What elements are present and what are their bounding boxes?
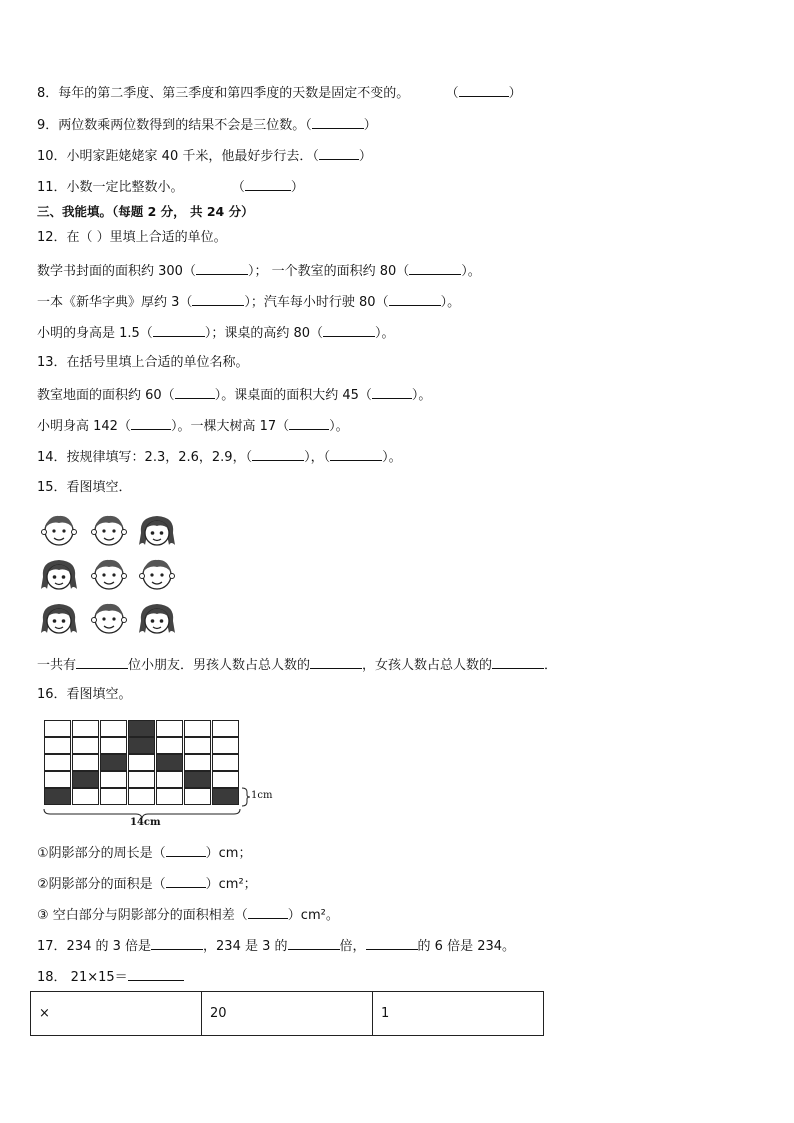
girl-face-icon xyxy=(41,560,77,589)
height-brace xyxy=(242,788,250,806)
section-3-title: 三、我能填。（每题 2 分， 共 24 分） xyxy=(37,204,254,219)
faces-svg xyxy=(37,509,187,641)
answer-blank-q15-2[interactable] xyxy=(310,655,362,669)
answer-blank-q18[interactable] xyxy=(128,967,184,981)
grid-annotations xyxy=(40,717,280,829)
question-14: 14．按规律填写：2.3，2.6，2.9，（ ），（ ）。 xyxy=(37,447,402,467)
boy-face-icon xyxy=(92,560,127,589)
answer-blank-q14-2[interactable] xyxy=(330,447,382,461)
question-12-line-2: 一本《新华字典》厚约 3（ ）；汽车每小时行驶 80（ ）。 xyxy=(37,292,460,312)
question-9: 9．两位数乘两位数得到的结果不会是三位数。（ ） xyxy=(37,115,377,135)
question-12-line-3: 小明的身高是 1.5（ ）；课桌的高约 80（ ）。 xyxy=(37,323,395,343)
question-11-text: 11．小数一定比整数小。 xyxy=(37,180,184,195)
answer-blank-q16-1[interactable] xyxy=(166,843,206,857)
answer-blank-q15-3[interactable] xyxy=(492,655,544,669)
question-12-title: 12．在（ ）里填上合适的单位。 xyxy=(37,230,227,245)
answer-blank-q12-1[interactable] xyxy=(196,261,248,275)
question-9-text: 9．两位数乘两位数得到的结果不会是三位数。 xyxy=(37,118,306,133)
boy-face-icon xyxy=(92,604,127,633)
question-17: 17．234 的 3 倍是 ，234 是 3 的 倍， 的 6 倍是 234。 xyxy=(37,936,515,956)
question-10-text: 10．小明家距姥姥家 40 千米，他最好步行去． xyxy=(37,149,313,164)
question-8: 8．每年的第二季度、第三季度和第四季度的天数是固定不变的。 （ ） xyxy=(37,83,522,103)
answer-blank-q13-3[interactable] xyxy=(131,416,171,430)
table-cell-1: 1 xyxy=(373,992,544,1036)
question-15-answer-line: 一共有 位小朋友．男孩人数占总人数的 ，女孩人数占总人数的 ． xyxy=(37,655,557,675)
table-row xyxy=(31,992,544,1036)
question-13-line-2: 小明身高 142（ ）。一棵大树高 17（ ）。 xyxy=(37,416,349,436)
label-14cm: 14cm xyxy=(130,817,161,828)
question-18: 18． 21×15＝ xyxy=(37,967,184,987)
answer-blank-q13-4[interactable] xyxy=(289,416,329,430)
girl-face-icon xyxy=(139,516,175,545)
boy-face-icon xyxy=(140,560,175,589)
question-16-part-3: ③ 空白部分与阴影部分的面积相差（ ）cm²。 xyxy=(37,905,339,925)
answer-blank-q17-1[interactable] xyxy=(151,936,203,950)
answer-blank-q8[interactable] xyxy=(459,83,509,97)
answer-blank-q12-2[interactable] xyxy=(409,261,461,275)
question-10: 10．小明家距姥姥家 40 千米，他最好步行去．（ ） xyxy=(37,146,372,166)
answer-blank-q16-3[interactable] xyxy=(248,905,288,919)
question-11: 11．小数一定比整数小。 （ ） xyxy=(37,177,304,197)
answer-blank-q10[interactable] xyxy=(319,146,359,160)
answer-blank-q13-1[interactable] xyxy=(175,385,215,399)
question-15-title: 15．看图填空． xyxy=(37,480,132,495)
girl-face-icon xyxy=(139,604,175,633)
multiplication-table xyxy=(30,991,544,1036)
question-8-text: 8．每年的第二季度、第三季度和第四季度的天数是固定不变的。 xyxy=(37,86,410,101)
question-16-title: 16．看图填空。 xyxy=(37,687,132,702)
girl-face-icon xyxy=(41,604,77,633)
answer-blank-q14-1[interactable] xyxy=(252,447,304,461)
answer-blank-q12-4[interactable] xyxy=(389,292,441,306)
question-13-title: 13．在括号里填上合适的单位名称。 xyxy=(37,355,249,370)
question-12-line-1: 数学书封面的面积约 300（ ）； 一个教室的面积约 80（ ）。 xyxy=(37,261,481,281)
answer-blank-q12-5[interactable] xyxy=(153,323,205,337)
boy-face-icon xyxy=(42,516,77,545)
answer-blank-q17-2[interactable] xyxy=(288,936,340,950)
question-13-line-1: 教室地面的面积约 60（ ）。课桌面的面积大约 45（ ）。 xyxy=(37,385,431,405)
answer-blank-q12-6[interactable] xyxy=(323,323,375,337)
table-cell-20: 20 xyxy=(202,992,373,1036)
boy-face-icon xyxy=(92,516,127,545)
answer-blank-q12-3[interactable] xyxy=(192,292,244,306)
answer-blank-q16-2[interactable] xyxy=(166,874,206,888)
label-1cm: 1cm xyxy=(251,790,273,801)
answer-blank-q13-2[interactable] xyxy=(372,385,412,399)
question-16-part-1: ①阴影部分的周长是（ ）cm； xyxy=(37,843,251,863)
table-cell-operator: × xyxy=(31,992,202,1036)
question-16-part-2: ②阴影部分的面积是（ ）cm²； xyxy=(37,874,257,894)
answer-blank-q11[interactable] xyxy=(245,177,291,191)
answer-blank-q9[interactable] xyxy=(312,115,364,129)
answer-blank-q15-1[interactable] xyxy=(76,655,128,669)
shaded-grid-figure xyxy=(40,717,280,829)
answer-blank-q17-3[interactable] xyxy=(366,936,418,950)
children-faces-illustration xyxy=(37,509,187,641)
